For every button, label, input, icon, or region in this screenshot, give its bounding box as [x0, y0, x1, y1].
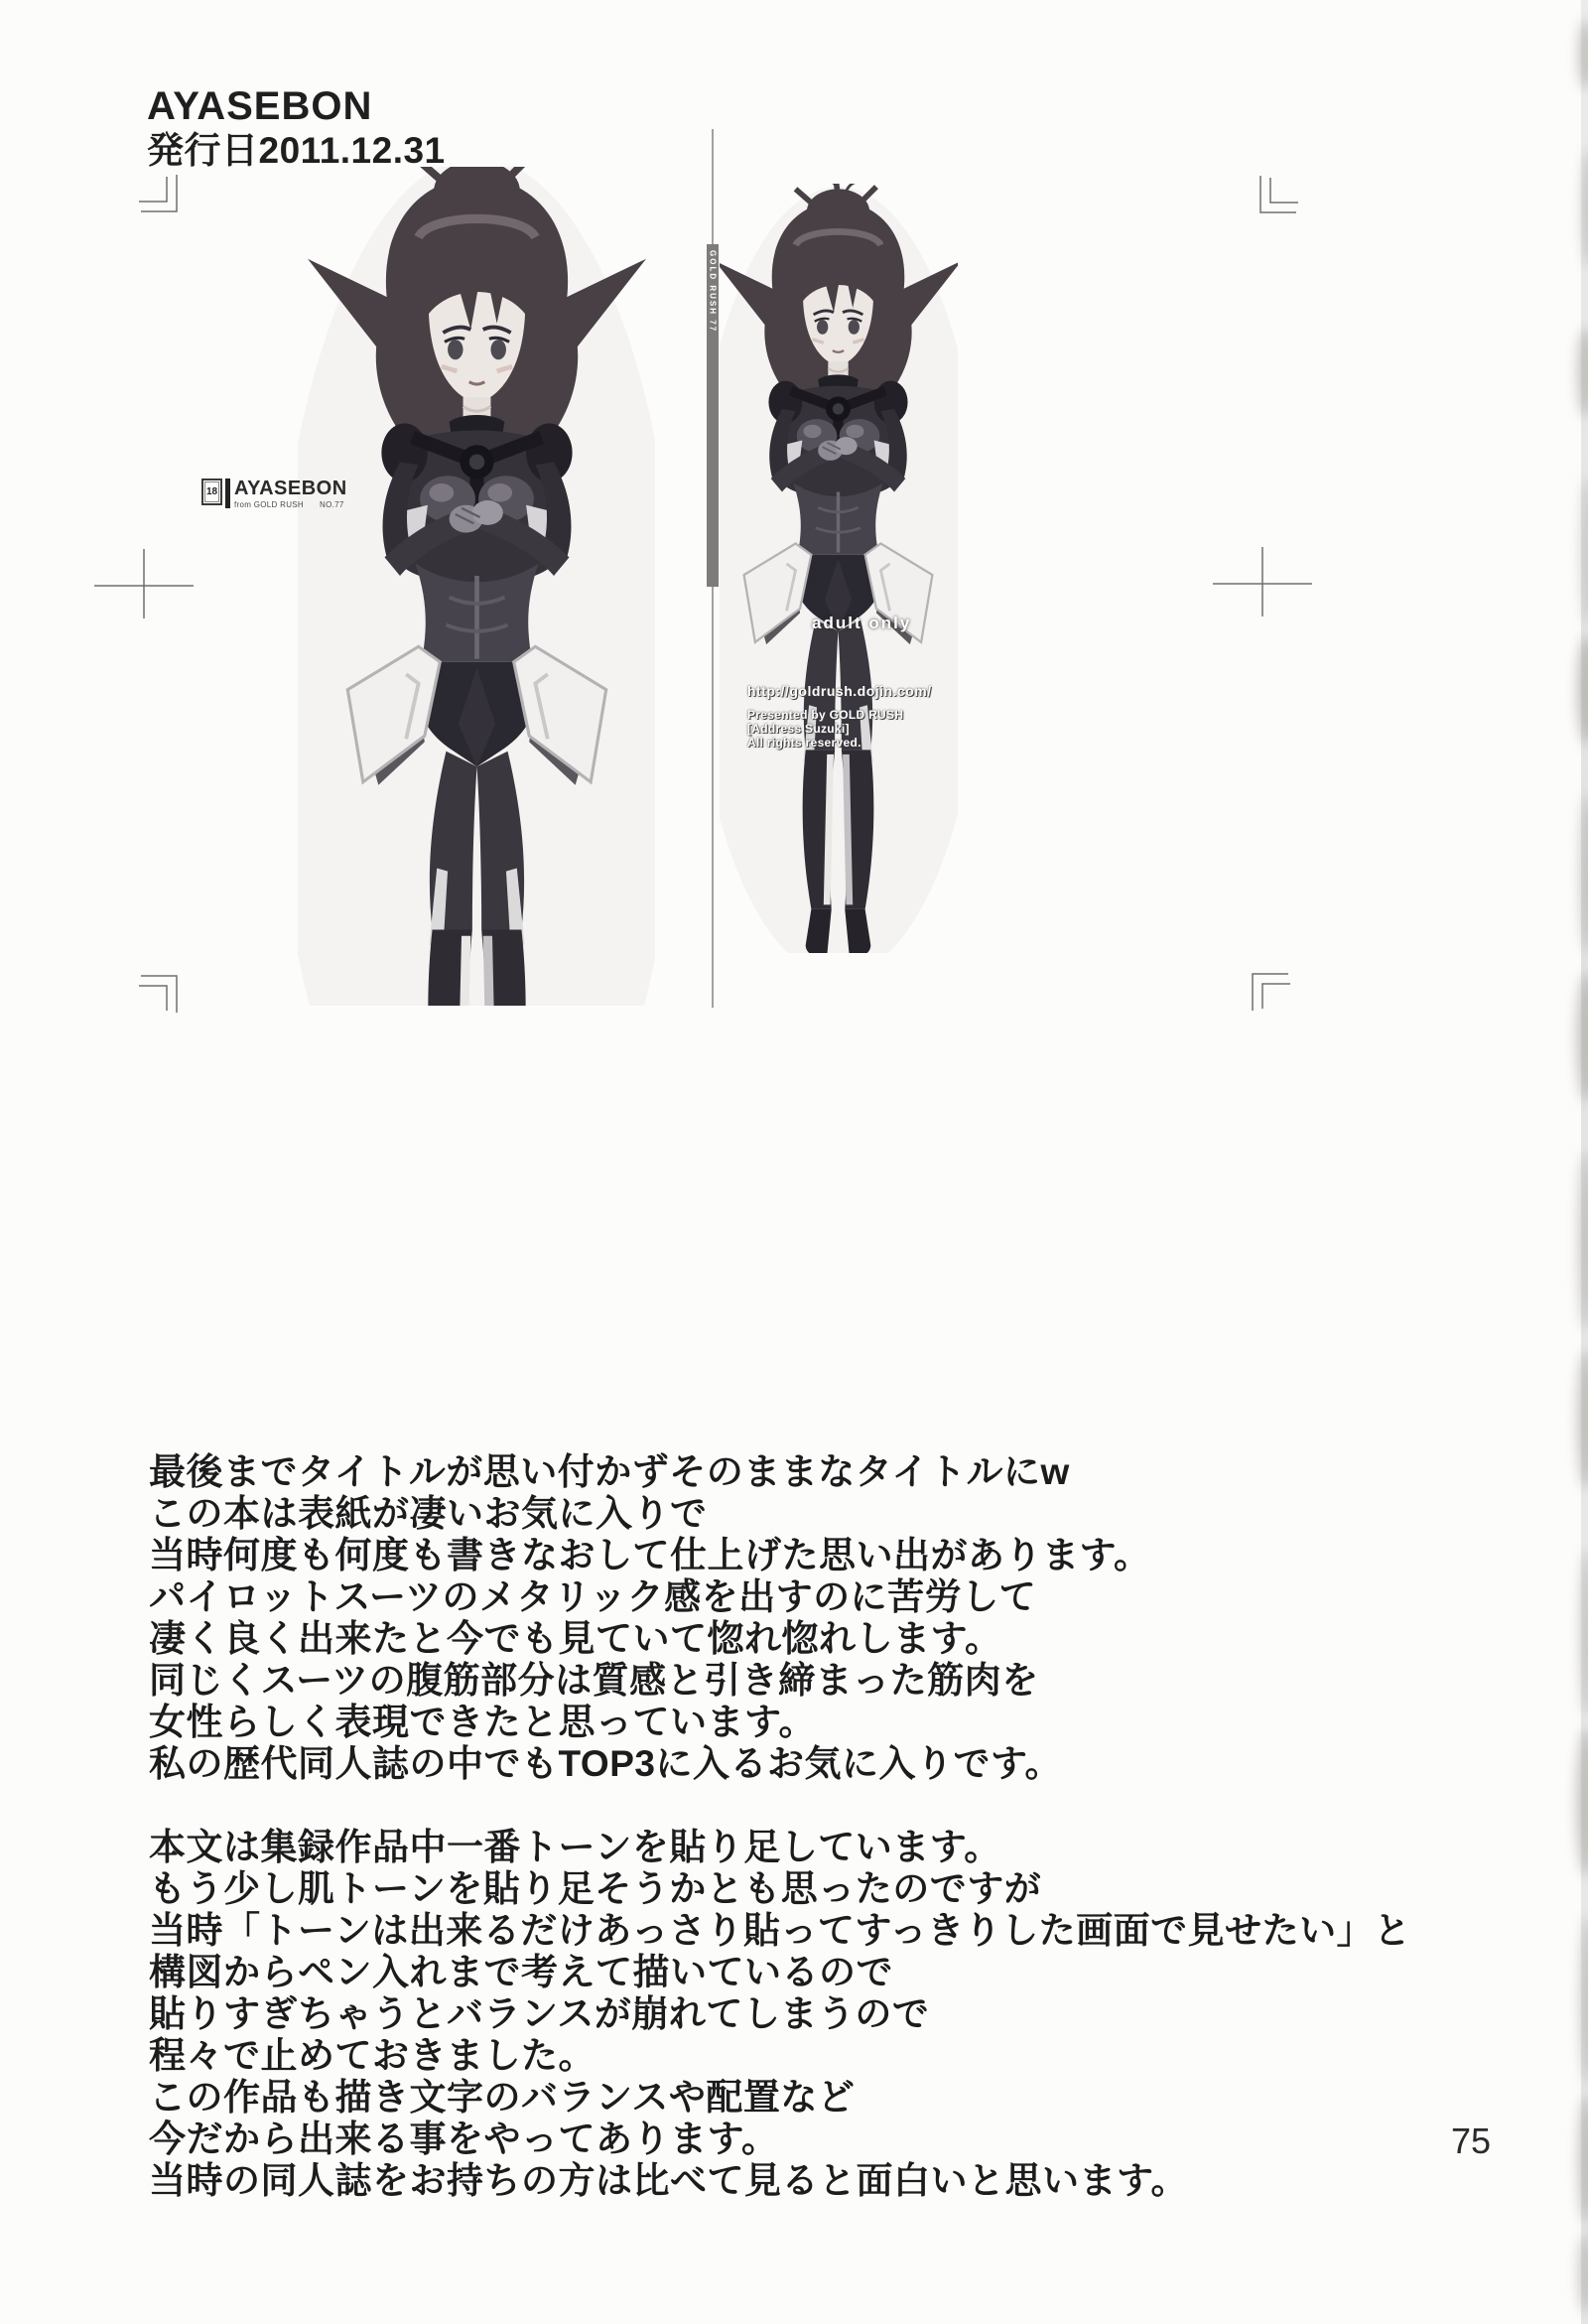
commentary-line: 本文は集録作品中一番トーンを貼り足しています。	[149, 1827, 1001, 1867]
commentary-line: この本は表紙が凄いお気に入りで	[149, 1493, 708, 1534]
pilot-figure-illustration	[298, 167, 655, 1006]
commentary-line: この作品も描き文字のバランスや配置など	[149, 2077, 856, 2118]
registration-cross-left	[94, 549, 194, 618]
commentary-line: 程々で止めておきました。	[149, 2035, 596, 2076]
cover-url-text: http://goldrush.dojin.com/	[747, 683, 932, 699]
logo-divider-bar	[225, 478, 230, 508]
credit-line: All rights reserved.	[747, 736, 861, 750]
adult-only-label: adult only	[812, 614, 912, 632]
credit-line: [Address Suzuki]	[747, 722, 850, 736]
commentary-line: パイロットスーツのメタリック感を出すのに苦労して	[149, 1576, 1037, 1617]
commentary-line: 今だから出来る事をやってあります。	[149, 2119, 779, 2159]
logo-title: AYASEBON	[234, 478, 347, 499]
commentary-line: 構図からペン入れまで考えて描いているので	[149, 1952, 893, 1992]
left-cover-art	[298, 167, 655, 1006]
page-header	[147, 83, 446, 173]
publication-date: 発行日2011.12.31	[147, 130, 446, 171]
logo-text	[234, 478, 347, 509]
commentary-line: 女性らしく表現できたと思っています。	[149, 1702, 817, 1742]
crop-mark-bottom-right	[1249, 971, 1290, 1011]
commentary-line: 当時何度も何度も書きなおして仕上げた思い出があります。	[149, 1535, 1151, 1575]
commentary-line: 当時の同人誌をお持ちの方は比べて見ると面白いと思います。	[149, 2160, 1189, 2201]
cover-credits	[747, 708, 903, 750]
crop-mark-bottom-left	[139, 973, 181, 1013]
commentary-line: 凄く良く出来たと今でも見ていて惚れ惚れします。	[149, 1618, 1002, 1659]
cover-logo	[201, 478, 347, 509]
page-number: 75	[1451, 2120, 1492, 2161]
commentary-line: 当時「トーンは出来るだけあっさり貼ってすっきりした画面で見せたい」と	[149, 1910, 1411, 1951]
credit-line: Presented by GOLD RUSH	[747, 708, 904, 722]
commentary-line: 同じくスーツの腹筋部分は質感と引き締まった筋肉を	[149, 1660, 1039, 1701]
commentary-line: 私の歴代同人誌の中でもTOP3に入るお気に入りです。	[149, 1743, 1063, 1784]
logo-from-text: from GOLD RUSH	[234, 500, 304, 509]
age-rating-badge: 18	[201, 478, 222, 505]
scan-edge-artifact	[1558, 0, 1588, 2324]
commentary-paragraph-2	[149, 1827, 1411, 2202]
registration-cross-right	[1213, 547, 1312, 616]
book-spine	[707, 244, 719, 587]
crop-mark-top-right	[1257, 176, 1298, 215]
commentary-paragraph-1	[149, 1451, 1411, 1785]
doc-title: AYASEBON	[147, 84, 373, 128]
right-cover-art	[720, 184, 958, 953]
logo-issue-number: NO.77	[320, 500, 344, 509]
commentary-line: 最後までタイトルが思い付かずそのままなタイトルにw	[149, 1451, 1070, 1492]
pilot-figure-illustration-small	[720, 184, 958, 953]
spine-label: GOLD RUSH 77	[708, 250, 718, 334]
commentary-line: 貼りすぎちゃうとバランスが崩れてしまうので	[149, 1993, 930, 2034]
commentary-text	[149, 1451, 1411, 2202]
crop-mark-top-left	[139, 175, 181, 214]
commentary-line: もう少し肌トーンを貼り足そうかとも思ったのですが	[149, 1868, 1042, 1909]
